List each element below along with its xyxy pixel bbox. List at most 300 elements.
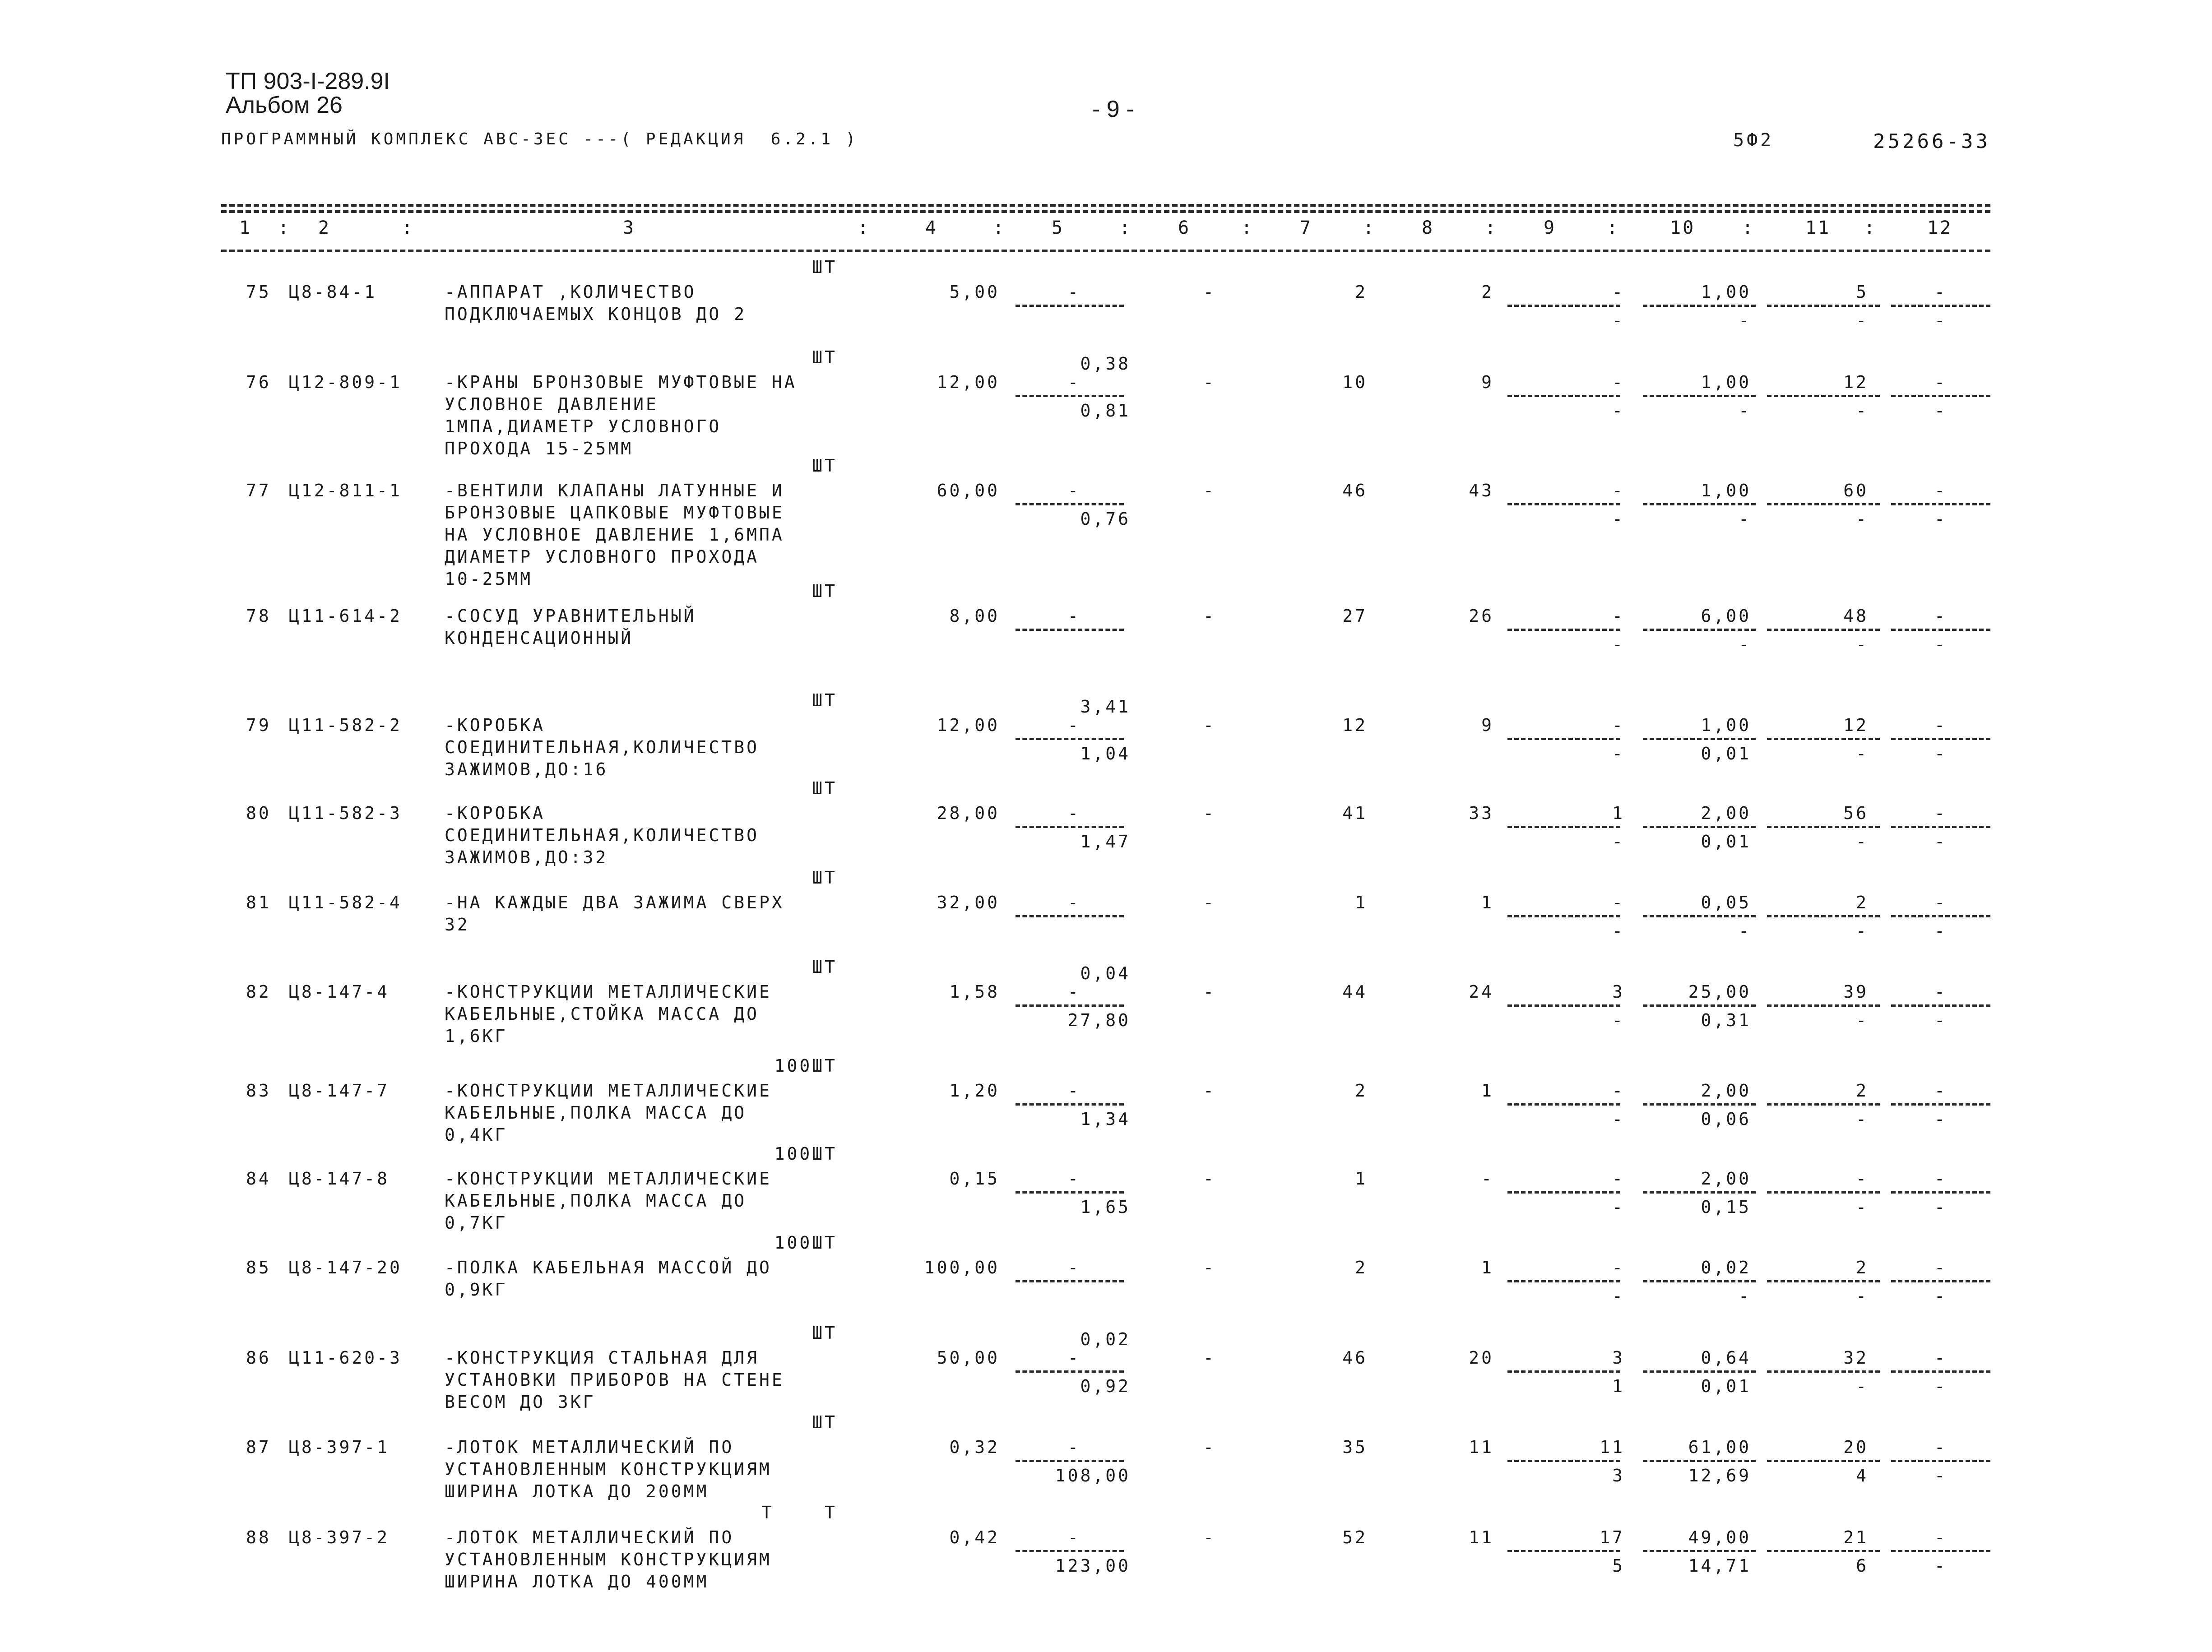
col12-value: - bbox=[1934, 606, 1947, 626]
col12-divider bbox=[1891, 305, 1990, 307]
col10-second-value: - bbox=[1739, 1286, 1751, 1306]
col6-value: - bbox=[1203, 481, 1216, 500]
col5-second-value: 1,47 bbox=[1080, 832, 1131, 851]
col5-divider bbox=[1016, 738, 1124, 740]
col5-second-value: 123,00 bbox=[1055, 1556, 1131, 1576]
column-header-12: 12 bbox=[1927, 217, 1953, 238]
col7-value: 46 bbox=[1342, 1348, 1368, 1368]
col12-second-value: - bbox=[1934, 1466, 1947, 1485]
row-description: УСЛОВНОЕ ДАВЛЕНИЕ bbox=[445, 394, 658, 414]
row-description: ЗАЖИМОВ,ДО:16 bbox=[445, 759, 608, 779]
col6-value: - bbox=[1203, 893, 1216, 912]
col11-divider bbox=[1767, 395, 1880, 397]
col10-second-value: - bbox=[1739, 634, 1751, 654]
column-header-3: 3 bbox=[623, 217, 636, 238]
row-number: 87 bbox=[246, 1437, 271, 1457]
row-number: 88 bbox=[246, 1527, 271, 1547]
col5-second-value: 108,00 bbox=[1055, 1466, 1131, 1485]
col9-divider bbox=[1507, 1370, 1620, 1373]
row-code: Ц12-809-1 bbox=[289, 372, 402, 392]
col5-divider bbox=[1016, 1103, 1124, 1106]
col12-second-value: - bbox=[1934, 1376, 1947, 1396]
col12-divider bbox=[1891, 503, 1990, 505]
col10-value: 2,00 bbox=[1701, 1169, 1751, 1189]
col11-divider bbox=[1767, 1280, 1880, 1282]
col11-value: 12 bbox=[1843, 372, 1869, 392]
col10-value: 0,02 bbox=[1701, 1258, 1751, 1277]
col11-value: 2 bbox=[1856, 1258, 1869, 1277]
column-separator: : bbox=[993, 217, 1006, 238]
row-description: -НА КАЖДЫЕ ДВА ЗАЖИМА СВЕРХ bbox=[445, 893, 784, 912]
row-description: КАБЕЛЬНЫЕ,ПОЛКА МАССА ДО bbox=[445, 1103, 747, 1123]
col8-value: 1 bbox=[1481, 1081, 1494, 1101]
col10-second-value: 0,01 bbox=[1701, 1376, 1751, 1396]
col11-value: 2 bbox=[1856, 1081, 1869, 1101]
col12-second-value: - bbox=[1934, 1109, 1947, 1129]
col12-second-value: - bbox=[1934, 1197, 1947, 1217]
col8-value: 9 bbox=[1481, 715, 1494, 735]
col12-value: - bbox=[1934, 481, 1947, 500]
column-separator: : bbox=[402, 217, 415, 238]
unit-label: Т bbox=[761, 1503, 774, 1522]
col9-divider bbox=[1507, 1460, 1620, 1462]
row-description: 0,9КГ bbox=[445, 1280, 508, 1300]
col10-divider bbox=[1643, 503, 1756, 505]
col9-value: 17 bbox=[1600, 1527, 1625, 1547]
col9-value: - bbox=[1612, 715, 1625, 735]
row-code: Ц8-147-7 bbox=[289, 1081, 390, 1101]
album-label: Альбом 26 bbox=[226, 92, 343, 118]
col4-value: 12,00 bbox=[937, 372, 1000, 392]
unit-label: ШТ bbox=[812, 690, 837, 710]
col11-divider bbox=[1767, 305, 1880, 307]
col9-second-value: - bbox=[1612, 401, 1625, 421]
col11-value: 32 bbox=[1843, 1348, 1869, 1368]
col6-value: - bbox=[1203, 1258, 1216, 1277]
col5-divider bbox=[1016, 305, 1124, 307]
row-code: Ц11-582-4 bbox=[289, 893, 402, 912]
col5-value: - bbox=[1068, 893, 1080, 912]
column-separator: : bbox=[1607, 217, 1620, 238]
col5-prev-value: 3,41 bbox=[1080, 697, 1131, 717]
row-description: ПРОХОДА 15-25ММ bbox=[445, 439, 634, 458]
row-code: Ц8-397-2 bbox=[289, 1527, 390, 1547]
row-description: СОЕДИНИТЕЛЬНАЯ,КОЛИЧЕСТВО bbox=[445, 737, 759, 757]
unit-label: ШТ bbox=[812, 778, 837, 798]
row-description: УСТАНОВЛЕННЫМ КОНСТРУКЦИЯМ bbox=[445, 1550, 772, 1569]
col10-second-value: 14,71 bbox=[1688, 1556, 1751, 1576]
col11-value: - bbox=[1856, 1169, 1869, 1189]
col8-value: 24 bbox=[1469, 982, 1494, 1002]
col11-value: 56 bbox=[1843, 803, 1869, 823]
col9-second-value: - bbox=[1612, 1010, 1625, 1030]
col7-value: 52 bbox=[1342, 1527, 1368, 1547]
col12-divider bbox=[1891, 1004, 1990, 1007]
col9-second-value: - bbox=[1612, 1286, 1625, 1306]
column-separator: : bbox=[1485, 217, 1498, 238]
col6-value: - bbox=[1203, 372, 1216, 392]
col11-second-value: - bbox=[1856, 744, 1869, 764]
col6-value: - bbox=[1203, 606, 1216, 626]
col5-value: - bbox=[1068, 1081, 1080, 1101]
col4-value: 1,20 bbox=[949, 1081, 1000, 1101]
row-number: 77 bbox=[246, 481, 271, 500]
col10-divider bbox=[1643, 1370, 1756, 1373]
col12-second-value: - bbox=[1934, 509, 1947, 529]
header-rule-top2 bbox=[221, 210, 1990, 213]
col9-divider bbox=[1507, 1280, 1620, 1282]
row-description: -СОСУД УРАВНИТЕЛЬНЫЙ bbox=[445, 606, 696, 626]
col6-value: - bbox=[1203, 1348, 1216, 1368]
col12-divider bbox=[1891, 629, 1990, 631]
col7-value: 44 bbox=[1342, 982, 1368, 1002]
col11-second-value: 4 bbox=[1856, 1466, 1869, 1485]
code-left: 5Ф2 bbox=[1733, 130, 1774, 151]
row-description: -ВЕНТИЛИ КЛАПАНЫ ЛАТУННЫЕ И bbox=[445, 481, 784, 500]
col5-second-value: 1,04 bbox=[1080, 744, 1131, 764]
col11-second-value: - bbox=[1856, 1286, 1869, 1306]
unit-label: ШТ bbox=[812, 581, 837, 601]
row-description: ШИРИНА ЛОТКА ДО 400ММ bbox=[445, 1572, 709, 1592]
col6-value: - bbox=[1203, 1081, 1216, 1101]
col7-value: 12 bbox=[1342, 715, 1368, 735]
col5-divider bbox=[1016, 1370, 1124, 1373]
col12-value: - bbox=[1934, 982, 1947, 1002]
col12-second-value: - bbox=[1934, 1556, 1947, 1576]
col12-second-value: - bbox=[1934, 1010, 1947, 1030]
unit-label: 100ШТ bbox=[774, 1056, 837, 1076]
row-description: БРОНЗОВЫЕ ЦАПКОВЫЕ МУФТОВЫЕ bbox=[445, 503, 784, 523]
col9-second-value: - bbox=[1612, 634, 1625, 654]
col6-value: - bbox=[1203, 282, 1216, 302]
col5-divider bbox=[1016, 629, 1124, 631]
col4-value: 0,15 bbox=[949, 1169, 1000, 1189]
col5-divider bbox=[1016, 1004, 1124, 1007]
row-description: -КРАНЫ БРОНЗОВЫЕ МУФТОВЫЕ НА bbox=[445, 372, 797, 392]
col11-second-value: 6 bbox=[1856, 1556, 1869, 1576]
row-description: -КОРОБКА bbox=[445, 715, 546, 735]
col9-second-value: - bbox=[1612, 310, 1625, 330]
row-number: 80 bbox=[246, 803, 271, 823]
col12-value: - bbox=[1934, 372, 1947, 392]
row-description: -КОНСТРУКЦИИ МЕТАЛЛИЧЕСКИЕ bbox=[445, 982, 772, 1002]
col11-second-value: - bbox=[1856, 310, 1869, 330]
col9-second-value: - bbox=[1612, 1109, 1625, 1129]
row-number: 83 bbox=[246, 1081, 271, 1101]
col9-second-value: 1 bbox=[1612, 1376, 1625, 1396]
col5-divider bbox=[1016, 1280, 1124, 1282]
col5-second-value: 0,81 bbox=[1080, 401, 1131, 421]
column-header-8: 8 bbox=[1422, 217, 1435, 238]
col10-divider bbox=[1643, 915, 1756, 917]
unit-label: ШТ bbox=[812, 957, 837, 977]
col5-divider bbox=[1016, 395, 1124, 397]
col12-second-value: - bbox=[1934, 921, 1947, 941]
row-number: 78 bbox=[246, 606, 271, 626]
col8-value: 2 bbox=[1481, 282, 1494, 302]
row-number: 85 bbox=[246, 1258, 271, 1277]
col11-divider bbox=[1767, 1550, 1880, 1552]
col12-second-value: - bbox=[1934, 310, 1947, 330]
col7-value: 35 bbox=[1342, 1437, 1368, 1457]
unit-label: ШТ bbox=[812, 1323, 837, 1343]
col10-second-value: 0,15 bbox=[1701, 1197, 1751, 1217]
col7-value: 2 bbox=[1355, 1081, 1368, 1101]
col9-value: - bbox=[1612, 372, 1625, 392]
row-code: Ц8-84-1 bbox=[289, 282, 377, 302]
col9-value: 11 bbox=[1600, 1437, 1625, 1457]
col9-value: - bbox=[1612, 893, 1625, 912]
col7-value: 46 bbox=[1342, 481, 1368, 500]
col9-divider bbox=[1507, 1103, 1620, 1106]
col9-value: - bbox=[1612, 1169, 1625, 1189]
row-description: УСТАНОВЛЕННЫМ КОНСТРУКЦИЯМ bbox=[445, 1459, 772, 1479]
col11-value: 21 bbox=[1843, 1527, 1869, 1547]
row-description: -ПОЛКА КАБЕЛЬНАЯ МАССОЙ ДО bbox=[445, 1258, 772, 1277]
col11-second-value: - bbox=[1856, 401, 1869, 421]
col9-value: - bbox=[1612, 606, 1625, 626]
col11-value: 39 bbox=[1843, 982, 1869, 1002]
col6-value: - bbox=[1203, 803, 1216, 823]
header-rule-top bbox=[221, 204, 1990, 207]
row-description: -ЛОТОК МЕТАЛЛИЧЕСКИЙ ПО bbox=[445, 1437, 734, 1457]
col12-value: - bbox=[1934, 282, 1947, 302]
col10-value: 6,00 bbox=[1701, 606, 1751, 626]
row-code: Ц11-614-2 bbox=[289, 606, 402, 626]
col7-value: 10 bbox=[1342, 372, 1368, 392]
column-header-10: 10 bbox=[1670, 217, 1696, 238]
col4-value: 12,00 bbox=[937, 715, 1000, 735]
col10-divider bbox=[1643, 305, 1756, 307]
column-header-6: 6 bbox=[1178, 217, 1191, 238]
col9-second-value: 3 bbox=[1612, 1466, 1625, 1485]
row-description: -ЛОТОК МЕТАЛЛИЧЕСКИЙ ПО bbox=[445, 1527, 734, 1547]
col10-value: 25,00 bbox=[1688, 982, 1751, 1002]
col10-divider bbox=[1643, 738, 1756, 740]
col11-value: 60 bbox=[1843, 481, 1869, 500]
col5-value: - bbox=[1068, 803, 1080, 823]
col5-value: - bbox=[1068, 982, 1080, 1002]
row-description: 0,4КГ bbox=[445, 1125, 508, 1145]
col8-value: 43 bbox=[1469, 481, 1494, 500]
col11-second-value: - bbox=[1856, 1109, 1869, 1129]
unit-label: 100ШТ bbox=[774, 1144, 837, 1164]
col11-value: 5 bbox=[1856, 282, 1869, 302]
col7-value: 1 bbox=[1355, 1169, 1368, 1189]
col11-divider bbox=[1767, 915, 1880, 917]
row-description: НА УСЛОВНОЕ ДАВЛЕНИЕ 1,6МПА bbox=[445, 525, 784, 545]
row-number: 81 bbox=[246, 893, 271, 912]
col9-divider bbox=[1507, 629, 1620, 631]
col10-divider bbox=[1643, 395, 1756, 397]
row-description: СОЕДИНИТЕЛЬНАЯ,КОЛИЧЕСТВО bbox=[445, 825, 759, 845]
col5-divider bbox=[1016, 915, 1124, 917]
col8-value: 9 bbox=[1481, 372, 1494, 392]
col9-divider bbox=[1507, 503, 1620, 505]
doc-code: ТП 903-I-289.9I bbox=[226, 68, 390, 94]
col5-divider bbox=[1016, 1460, 1124, 1462]
col10-value: 49,00 bbox=[1688, 1527, 1751, 1547]
col6-value: - bbox=[1203, 1437, 1216, 1457]
col11-divider bbox=[1767, 1103, 1880, 1106]
row-code: Ц11-620-3 bbox=[289, 1348, 402, 1368]
col4-value: 1,58 bbox=[949, 982, 1000, 1002]
col6-value: - bbox=[1203, 1169, 1216, 1189]
column-separator: : bbox=[1363, 217, 1376, 238]
col10-divider bbox=[1643, 826, 1756, 828]
row-code: Ц12-811-1 bbox=[289, 481, 402, 500]
col7-value: 2 bbox=[1355, 1258, 1368, 1277]
column-separator: : bbox=[278, 217, 291, 238]
col7-value: 2 bbox=[1355, 282, 1368, 302]
col11-value: 12 bbox=[1843, 715, 1869, 735]
col4-value: 50,00 bbox=[937, 1348, 1000, 1368]
col11-value: 48 bbox=[1843, 606, 1869, 626]
column-separator: : bbox=[1742, 217, 1755, 238]
row-description: 10-25ММ bbox=[445, 569, 533, 589]
col9-divider bbox=[1507, 915, 1620, 917]
col10-value: 1,00 bbox=[1701, 282, 1751, 302]
row-number: 75 bbox=[246, 282, 271, 302]
col12-second-value: - bbox=[1934, 401, 1947, 421]
col8-value: 33 bbox=[1469, 803, 1494, 823]
col4-value: 28,00 bbox=[937, 803, 1000, 823]
program-line: ПРОГРАММНЫЙ КОМПЛЕКС АВС-3ЕС ---( РЕДАКЦИЯ 6.2.1 ) bbox=[221, 130, 858, 148]
col8-value: 11 bbox=[1469, 1437, 1494, 1457]
col9-divider bbox=[1507, 1550, 1620, 1552]
col11-divider bbox=[1767, 826, 1880, 828]
col5-value: - bbox=[1068, 372, 1080, 392]
column-separator: : bbox=[1241, 217, 1254, 238]
col11-second-value: - bbox=[1856, 921, 1869, 941]
col12-value: - bbox=[1934, 1081, 1947, 1101]
col12-second-value: - bbox=[1934, 832, 1947, 851]
col11-second-value: - bbox=[1856, 1376, 1869, 1396]
col12-second-value: - bbox=[1934, 634, 1947, 654]
column-header-11: 11 bbox=[1805, 217, 1831, 238]
col12-value: - bbox=[1934, 1348, 1947, 1368]
col12-divider bbox=[1891, 395, 1990, 397]
column-header-5: 5 bbox=[1052, 217, 1065, 238]
col10-second-value: - bbox=[1739, 921, 1751, 941]
col9-value: - bbox=[1612, 1081, 1625, 1101]
col11-divider bbox=[1767, 629, 1880, 631]
col5-value: - bbox=[1068, 715, 1080, 735]
row-code: Ц8-397-1 bbox=[289, 1437, 390, 1457]
col11-value: 20 bbox=[1843, 1437, 1869, 1457]
unit-label: ШТ bbox=[812, 868, 837, 888]
col5-divider bbox=[1016, 826, 1124, 828]
row-description: 1МПА,ДИАМЕТР УСЛОВНОГО bbox=[445, 416, 722, 436]
col4-value: 5,00 bbox=[949, 282, 1000, 302]
col10-divider bbox=[1643, 1004, 1756, 1007]
row-code: Ц11-582-2 bbox=[289, 715, 402, 735]
col11-divider bbox=[1767, 738, 1880, 740]
col6-value: - bbox=[1203, 715, 1216, 735]
column-separator: : bbox=[1864, 217, 1877, 238]
col8-value: 26 bbox=[1469, 606, 1494, 626]
col12-divider bbox=[1891, 1370, 1990, 1373]
row-description: 1,6КГ bbox=[445, 1026, 508, 1046]
column-header-4: 4 bbox=[925, 217, 938, 238]
row-description: 0,7КГ bbox=[445, 1213, 508, 1233]
column-header-1: 1 bbox=[239, 217, 252, 238]
col9-divider bbox=[1507, 1004, 1620, 1007]
col7-value: 1 bbox=[1355, 893, 1368, 912]
row-description: 32 bbox=[445, 915, 470, 935]
col12-value: - bbox=[1934, 1169, 1947, 1189]
col12-value: - bbox=[1934, 803, 1947, 823]
col5-prev-value: 0,38 bbox=[1080, 354, 1131, 374]
col12-value: - bbox=[1934, 715, 1947, 735]
col7-value: 27 bbox=[1342, 606, 1368, 626]
col12-divider bbox=[1891, 915, 1990, 917]
col8-value: 1 bbox=[1481, 1258, 1494, 1277]
col10-second-value: 0,06 bbox=[1701, 1109, 1751, 1129]
col5-value: - bbox=[1068, 481, 1080, 500]
col9-value: - bbox=[1612, 1258, 1625, 1277]
row-description: -КОНСТРУКЦИИ МЕТАЛЛИЧЕСКИЕ bbox=[445, 1081, 772, 1101]
col12-value: - bbox=[1934, 1527, 1947, 1547]
col4-value: 32,00 bbox=[937, 893, 1000, 912]
row-description: ПОДКЛЮЧАЕМЫХ КОНЦОВ ДО 2 bbox=[445, 304, 747, 324]
row-description: -КОНСТРУКЦИЯ СТАЛЬНАЯ ДЛЯ bbox=[445, 1348, 759, 1368]
col4-value: 60,00 bbox=[937, 481, 1000, 500]
unit-label: ШТ bbox=[812, 347, 837, 367]
row-number: 76 bbox=[246, 372, 271, 392]
col10-divider bbox=[1643, 1460, 1756, 1462]
col5-second-value: 0,76 bbox=[1080, 509, 1131, 529]
col12-second-value: - bbox=[1934, 1286, 1947, 1306]
col9-second-value: - bbox=[1612, 744, 1625, 764]
col11-second-value: - bbox=[1856, 509, 1869, 529]
col12-divider bbox=[1891, 738, 1990, 740]
row-number: 82 bbox=[246, 982, 271, 1002]
col5-prev-value: 0,04 bbox=[1080, 963, 1131, 983]
col5-divider bbox=[1016, 503, 1124, 505]
col9-value: - bbox=[1612, 282, 1625, 302]
col12-divider bbox=[1891, 1280, 1990, 1282]
row-number: 84 bbox=[246, 1169, 271, 1189]
col12-divider bbox=[1891, 1460, 1990, 1462]
col5-second-value: 0,92 bbox=[1080, 1376, 1131, 1396]
col9-value: 3 bbox=[1612, 1348, 1625, 1368]
col11-divider bbox=[1767, 1460, 1880, 1462]
col11-divider bbox=[1767, 1004, 1880, 1007]
col10-value: 0,05 bbox=[1701, 893, 1751, 912]
col9-value: 1 bbox=[1612, 803, 1625, 823]
row-description: ВЕСОМ ДО 3КГ bbox=[445, 1392, 596, 1412]
col9-divider bbox=[1507, 305, 1620, 307]
row-code: Ц8-147-8 bbox=[289, 1169, 390, 1189]
col6-value: - bbox=[1203, 1527, 1216, 1547]
col10-value: 0,64 bbox=[1701, 1348, 1751, 1368]
row-description: КОНДЕНСАЦИОННЫЙ bbox=[445, 628, 634, 648]
row-description: -КОНСТРУКЦИИ МЕТАЛЛИЧЕСКИЕ bbox=[445, 1169, 772, 1189]
col9-second-value: - bbox=[1612, 921, 1625, 941]
header-rule-bottom bbox=[221, 250, 1990, 252]
col9-value: - bbox=[1612, 481, 1625, 500]
col8-value: 20 bbox=[1469, 1348, 1494, 1368]
unit-label: 100ШТ bbox=[774, 1233, 837, 1253]
col10-second-value: 12,69 bbox=[1688, 1466, 1751, 1485]
col9-divider bbox=[1507, 738, 1620, 740]
col6-value: - bbox=[1203, 982, 1216, 1002]
row-number: 79 bbox=[246, 715, 271, 735]
page-number: - 9 - bbox=[1092, 96, 1134, 122]
col10-second-value: 0,31 bbox=[1701, 1010, 1751, 1030]
col5-value: - bbox=[1068, 1527, 1080, 1547]
